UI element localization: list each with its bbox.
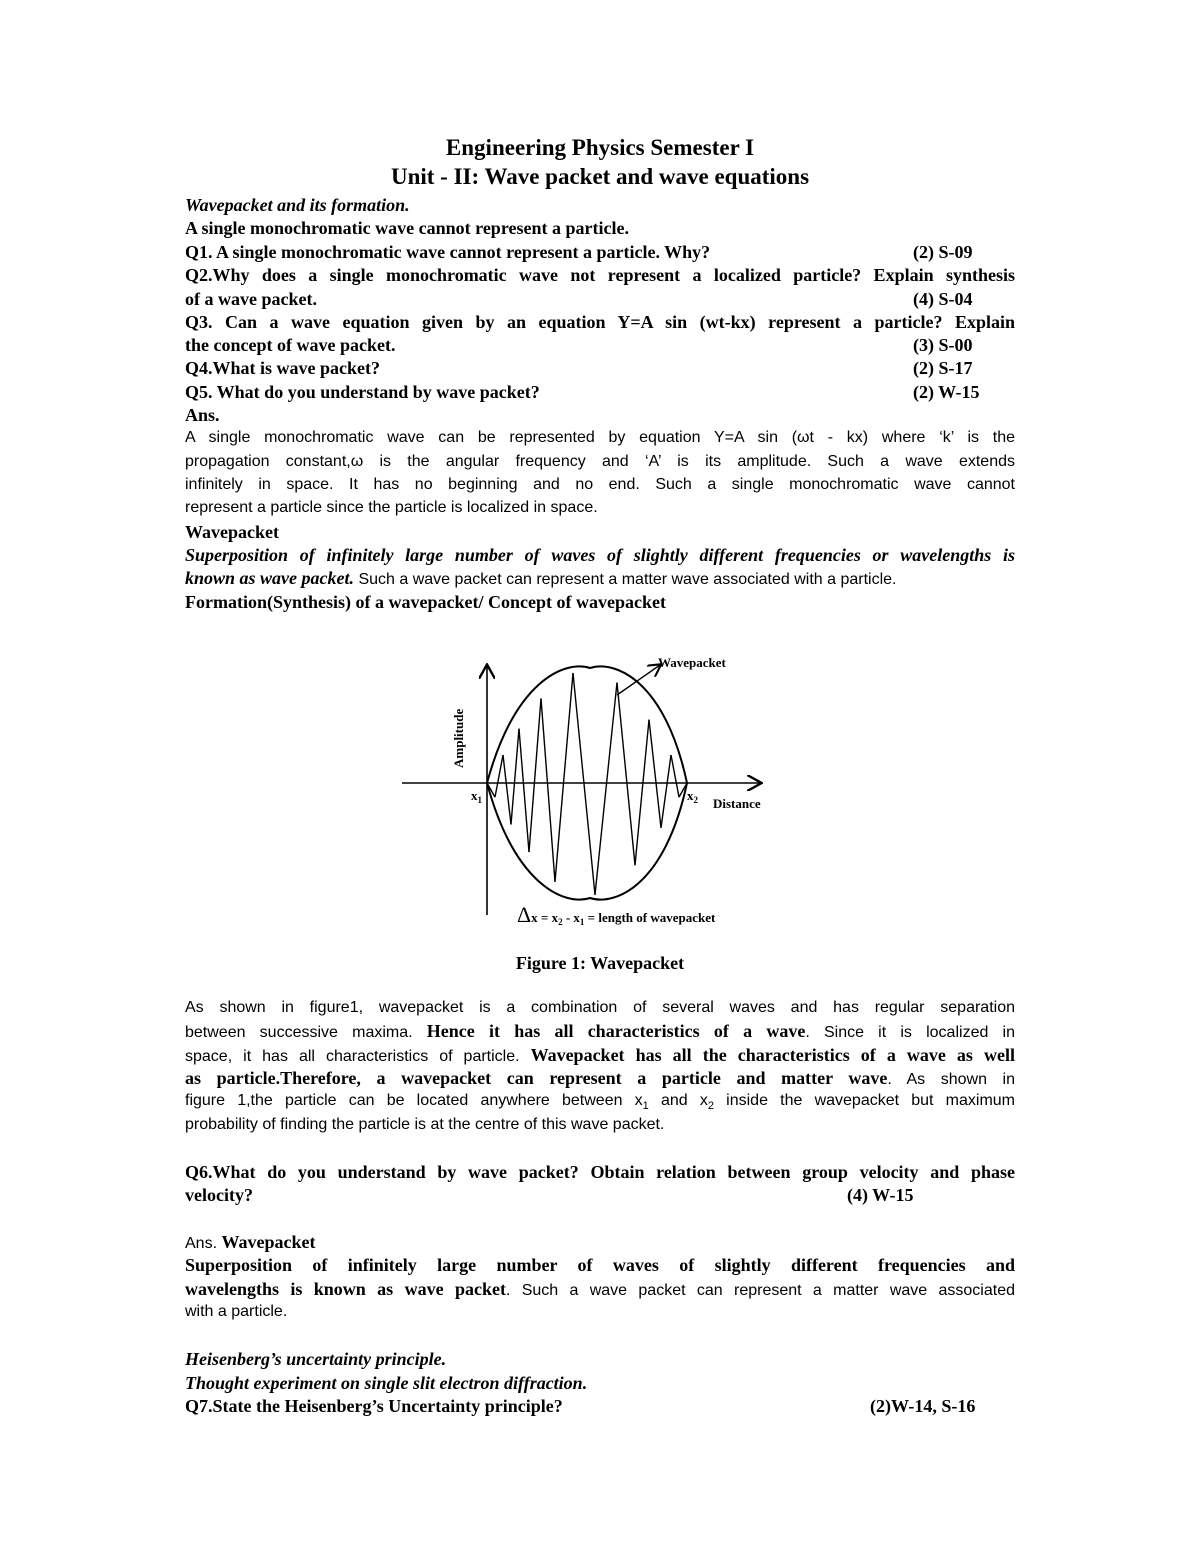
question-4-text: Q4.What is wave packet? xyxy=(185,358,380,378)
oscillation-segment xyxy=(573,673,595,895)
definition-rest: Such a wave packet can represent a matter wave associated with a particle. xyxy=(354,571,897,588)
question-7-text: Q7.State the Heisenberg’s Uncertainty principle? xyxy=(185,1396,563,1416)
oscillation-segment xyxy=(529,698,541,852)
para2-line-5: figure 1,the particle can be located anywhere between $x_1$ and $x_2$ inside the wavepacket but maximum xyxy=(185,1092,1015,1113)
question-6-text2: velocity? xyxy=(185,1185,253,1205)
para2-line-6: probability of finding the particle is at the centre of this wave packet. xyxy=(185,1116,665,1133)
para2-line-1: As shown in figure1, wavepacket is a combination of several waves and has regular separation xyxy=(185,999,1015,1016)
answer2-wavepacket: Wavepacket xyxy=(221,1232,316,1252)
question-7 xyxy=(185,1395,1015,1417)
oscillation-segment xyxy=(595,683,617,895)
answer2-heading xyxy=(185,1231,1015,1255)
upper-envelope xyxy=(487,666,687,783)
wavepacket-label: Wavepacket xyxy=(658,655,726,670)
wavepacket-pointer-arrow xyxy=(617,665,660,695)
answer-label: Ans. xyxy=(185,405,220,425)
lower-envelope xyxy=(487,783,687,900)
x1-label: $x_1$ xyxy=(471,788,482,805)
oscillation-segment xyxy=(503,755,511,825)
oscillation-segment xyxy=(495,755,503,797)
oscillation-segment xyxy=(511,729,519,825)
oscillation-segment xyxy=(635,720,649,866)
para2-line-2: between successive maxima. Hence it has all characteristics of a wave. Since it is localized in xyxy=(185,1021,1015,1041)
oscillation-segment xyxy=(671,755,679,797)
wavepacket-figure xyxy=(395,650,795,930)
distance-label: Distance xyxy=(713,796,761,811)
amplitude-label: Amplitude xyxy=(451,708,466,768)
answer-line-1: A single monochromatic wave can be represented by equation Y=A sin (ωt - kx) where ‘k’ is the xyxy=(185,429,1015,446)
question-1 xyxy=(185,241,1015,263)
answer2-line-1: Superposition of infinitely large number of waves of slightly different frequencies and xyxy=(185,1255,1015,1275)
question-5-text: Q5. What do you understand by wave packet? xyxy=(185,382,540,402)
para2-line-4: as particle.Therefore, a wavepacket can represent a particle and matter wave. As shown in xyxy=(185,1068,1015,1088)
topic-heading: Wavepacket and its formation. xyxy=(185,195,410,215)
answer2-line-3: with a particle. xyxy=(185,1303,288,1320)
thought-experiment-topic: Thought experiment on single slit electron diffraction. xyxy=(185,1373,588,1393)
question-6-line2 xyxy=(185,1184,1015,1206)
oscillation-segment xyxy=(519,729,529,852)
question-7-mark: (2)W-14, S-16 xyxy=(870,1396,976,1416)
question-1-text: Q1. A single monochromatic wave cannot represent a particle. Why? xyxy=(185,242,711,262)
question-2-line1: Q2.Why does a single monochromatic wave not represent a localized particle? Explain synthesis xyxy=(185,265,1015,285)
oscillation-segment xyxy=(541,698,555,881)
para2-line-3: space, it has all characteristics of particle. Wavepacket has all the characteristics of a wave as well xyxy=(185,1045,1015,1065)
answer2-label: Ans. xyxy=(185,1235,222,1252)
question-4-mark: (2) S-17 xyxy=(913,358,973,378)
question-3-text2: the concept of wave packet. xyxy=(185,335,396,355)
x2-label: $x_2$ xyxy=(687,788,698,805)
unit-title: Unit - II: Wave packet and wave equations xyxy=(390,164,810,189)
figure-caption: Figure 1: Wavepacket xyxy=(515,953,685,973)
subtopic-heading: A single monochromatic wave cannot represent a particle. xyxy=(185,218,629,238)
wavepacket-heading: Wavepacket xyxy=(185,522,279,542)
question-6-line1: Q6.What do you understand by wave packet? Obtain relation between group velocity and phase xyxy=(185,1162,1015,1182)
oscillation-segment xyxy=(555,673,573,882)
formation-heading: Formation(Synthesis) of a wavepacket/ Concept of wavepacket xyxy=(185,592,666,612)
document-title: Engineering Physics Semester I xyxy=(445,135,755,160)
answer2-line-2: wavelengths is known as wave packet. Such a wave packet can represent a matter wave associated xyxy=(185,1279,1015,1299)
question-4 xyxy=(185,357,1015,379)
question-2-line2 xyxy=(185,288,1015,310)
question-2-mark: (4) S-04 xyxy=(913,289,973,309)
oscillation-segment xyxy=(617,683,635,866)
oscillation-segment xyxy=(661,755,671,828)
answer-line-3: infinitely in space. It has no beginning and no end. Such a single monochromatic wave cannot xyxy=(185,476,1015,493)
heisenberg-topic: Heisenberg’s uncertainty principle. xyxy=(185,1349,447,1369)
question-6-mark: (4) W-15 xyxy=(847,1185,914,1205)
question-3-line1: Q3. Can a wave equation given by an equation Y=A sin (wt-kx) represent a particle? Explain xyxy=(185,312,1015,332)
delta-x-formula: $\Delta x = x_2 - x_1$ = length of wavepacket xyxy=(517,902,716,927)
oscillation-segment xyxy=(649,720,661,828)
question-1-mark: (2) S-09 xyxy=(913,242,973,262)
definition-line-1: Superposition of infinitely large number of waves of slightly different frequencies or wavelengths is xyxy=(185,545,1015,565)
question-5 xyxy=(185,381,1015,403)
question-5-mark: (2) W-15 xyxy=(913,382,980,402)
answer-line-4: represent a particle since the particle is localized in space. xyxy=(185,499,598,516)
definition-bold: known as wave packet. xyxy=(185,568,354,588)
question-3-line2 xyxy=(185,334,1015,356)
question-2-text2: of a wave packet. xyxy=(185,289,317,309)
definition-line-2 xyxy=(185,567,1015,591)
question-3-mark: (3) S-00 xyxy=(913,335,973,355)
answer-line-2: propagation constant,ω is the angular frequency and ‘A’ is its amplitude. Such a wave extends xyxy=(185,453,1015,470)
